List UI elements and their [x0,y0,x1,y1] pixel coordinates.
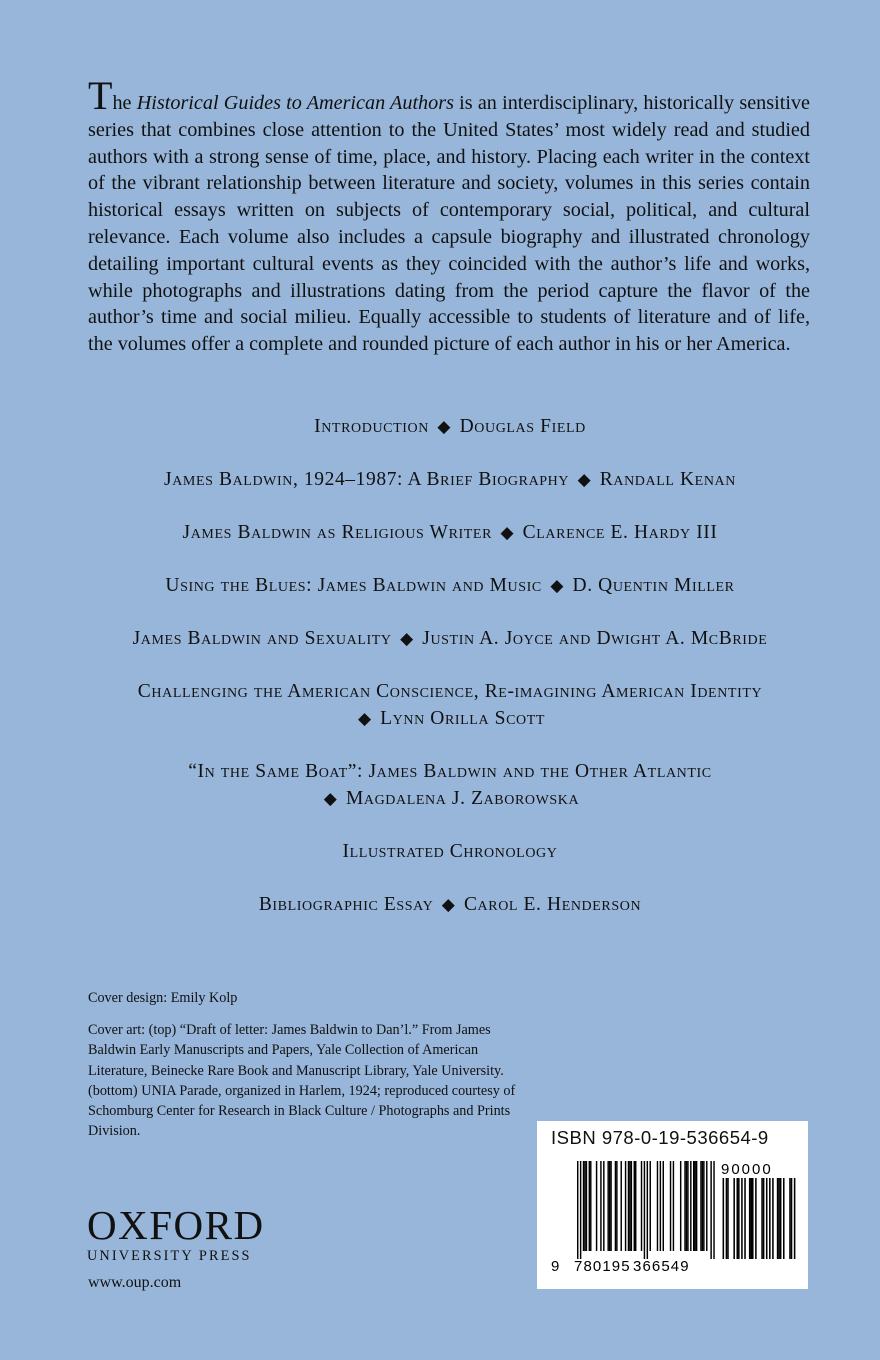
addon-bar [723,1178,725,1259]
addon-bar [727,1178,729,1259]
isbn-label: ISBN 978-0-19-536654-9 [551,1127,769,1148]
barcode-bar [663,1161,664,1251]
price-code: 90000 [721,1161,773,1178]
addon-bar [737,1178,739,1259]
barcode-bar [625,1161,626,1251]
barcode-bar [706,1161,707,1251]
barcode-bar [650,1161,651,1251]
addon-bar [772,1178,774,1259]
ean-left-digits: 780195 [574,1258,631,1275]
contents-entry [60,519,840,546]
barcode-bar [583,1161,584,1251]
publisher-subtitle: UNIVERSITY PRESS [87,1248,252,1264]
diamond-separator-icon: ◆ [437,417,452,436]
blurb-body: is an interdisciplinary, historically sensitive series that combines close attention to the United States’ most widely read and studied authors with a strong sense of time, place, and history. Placing each writer in the context of the vibrant relationship between literature and society, volumes in this series contain historical essays written on subjects of contemporary social, political, and cultural relevance. Each volume also includes a capsule biography and illustrated chronology detailing important cultural events as they coincided with the author’s life and works, while photographs and illustrations dating from the period capture the flavor of the author’s time and social milieu. Equally accessible to students of literature and of life, the volumes offer a complete and rounded picture of each author in his or her America. [88,92,810,356]
barcode-bar [694,1161,695,1251]
entry-title: Using the Blues: James Baldwin and Music [165,575,542,596]
addon-bar [791,1178,793,1259]
addon-bar [780,1178,782,1259]
diamond-separator-icon: ◆ [323,789,338,808]
barcode-bar [657,1161,658,1251]
addon-bar [777,1178,779,1259]
entry-title: Introduction [314,416,429,437]
barcode-bar [610,1161,611,1251]
addon-bar [726,1178,728,1259]
isbn-barcode [537,1121,808,1289]
barcode-bar [600,1161,601,1251]
barcode-graphic [537,1121,808,1289]
series-title: Historical Guides to American Authors [136,92,454,114]
barcode-bar [590,1161,591,1251]
barcode-bar [696,1161,697,1251]
barcode-bar [690,1161,691,1251]
entry-title: James Baldwin and Sexuality [132,628,392,649]
barcode-bar [621,1161,622,1251]
barcode-bar [684,1161,685,1251]
barcode-bar [586,1161,587,1251]
entry-author: Carol E. Henderson [463,894,642,915]
barcode-bar [580,1161,581,1259]
addon-bar [755,1178,757,1259]
addon-bar [741,1178,743,1259]
barcode-bar [589,1161,590,1251]
contents-entry [60,758,840,812]
barcode-bar [609,1161,610,1251]
addon-bar [769,1178,771,1259]
barcode-bar [670,1161,671,1251]
addon-bar [744,1178,746,1259]
contents-entry [60,572,840,599]
barcode-bar [713,1161,714,1259]
barcode-bar [703,1161,704,1251]
diamond-separator-icon: ◆ [500,523,515,542]
diamond-separator-icon: ◆ [357,709,372,728]
contents-entry [60,466,840,493]
diamond-separator-icon: ◆ [577,470,592,489]
barcode-bar [629,1161,630,1251]
addon-bar [738,1178,740,1259]
barcode-bar [687,1161,688,1251]
barcode-bar [616,1161,617,1251]
entry-title: James Baldwin as Religious Writer [182,522,493,543]
ean-right-digits: 366549 [633,1258,690,1275]
barcode-bar [680,1161,681,1251]
barcode-bar [702,1161,703,1251]
entry-title: Bibliographic Essay [258,894,434,915]
addon-bar [766,1178,768,1259]
contents-entry [60,891,840,918]
addon-bar [783,1178,785,1259]
blurb-lead: he [112,92,137,114]
addon-bar [750,1178,752,1259]
addon-bar [761,1178,763,1259]
diamond-separator-icon: ◆ [441,895,456,914]
entry-title: James Baldwin, 1924–1987: A Brief Biography [164,469,570,490]
barcode-bar [693,1161,694,1251]
barcode-bar [584,1161,585,1251]
entry-title: Challenging the American Conscience, Re-imagining American Identity [137,681,763,702]
entry-title: “In the Same Boat”: James Baldwin and the Other Atlantic [188,761,712,782]
addon-bar [749,1178,751,1259]
barcode-bar [631,1161,632,1251]
addon-bar [789,1178,791,1259]
ean-first-digit: 9 [551,1258,560,1275]
publisher-name: OXFORD [87,1202,265,1248]
publisher-url: www.oup.com [88,1274,182,1291]
barcode-bar [628,1161,629,1251]
barcode-bar [577,1161,578,1259]
entry-author: Randall Kenan [599,469,736,490]
entry-author: Lynn Orilla Scott [380,708,546,729]
addon-bar [733,1178,735,1259]
barcode-bar [647,1161,648,1259]
barcode-bar [644,1161,645,1259]
entry-author: Clarence E. Hardy III [522,522,718,543]
barcode-bar [635,1161,636,1251]
entry-author: Magdalena J. Zaborowska [345,788,580,809]
diamond-separator-icon: ◆ [550,576,565,595]
publisher-logo [87,1202,265,1264]
addon-bar [778,1178,780,1259]
contents-list [60,413,840,944]
entry-title: Illustrated Chronology [342,841,558,862]
entry-author: Justin A. Joyce and Dwight A. McBride [422,628,768,649]
barcode-bar [641,1161,642,1251]
drop-cap: T [88,73,113,118]
barcode-bar [615,1161,616,1251]
contents-entry [60,678,840,732]
barcode-bar [673,1161,674,1251]
barcode-bar [660,1161,661,1251]
credits [88,988,518,1153]
barcode-bar [686,1161,687,1251]
barcode-bar [710,1161,711,1259]
contents-entry [60,625,840,652]
cover-design-credit: Cover design: Emily Kolp [88,990,238,1006]
series-description [88,73,810,358]
addon-bar [752,1178,754,1259]
barcode-bar [634,1161,635,1251]
addon-bar [794,1178,796,1259]
contents-entry [60,413,840,440]
entry-author: Douglas Field [459,416,586,437]
addon-bar [763,1178,765,1259]
cover-art-bottom-credit: (bottom) UNIA Parade, organized in Harlem, 1924; reproduced courtesy of Schomburg Center for Research in Black Culture / Photographs and Prints Division. [88,1082,516,1140]
barcode-bar [596,1161,597,1251]
barcode-bar [700,1161,701,1251]
contents-entry [60,838,840,865]
barcode-bar [603,1161,604,1251]
barcode-bar [607,1161,608,1251]
entry-author: D. Quentin Miller [572,575,735,596]
cover-art-credit: Cover art: (top) “Draft of letter: James Baldwin to Dan’l.” From James Baldwin Early Manuscripts and Papers, Yale Collection of American Literature, Beinecke Rare Book and Manuscript Library, Yale University. [88,1022,504,1079]
diamond-separator-icon: ◆ [400,629,414,648]
